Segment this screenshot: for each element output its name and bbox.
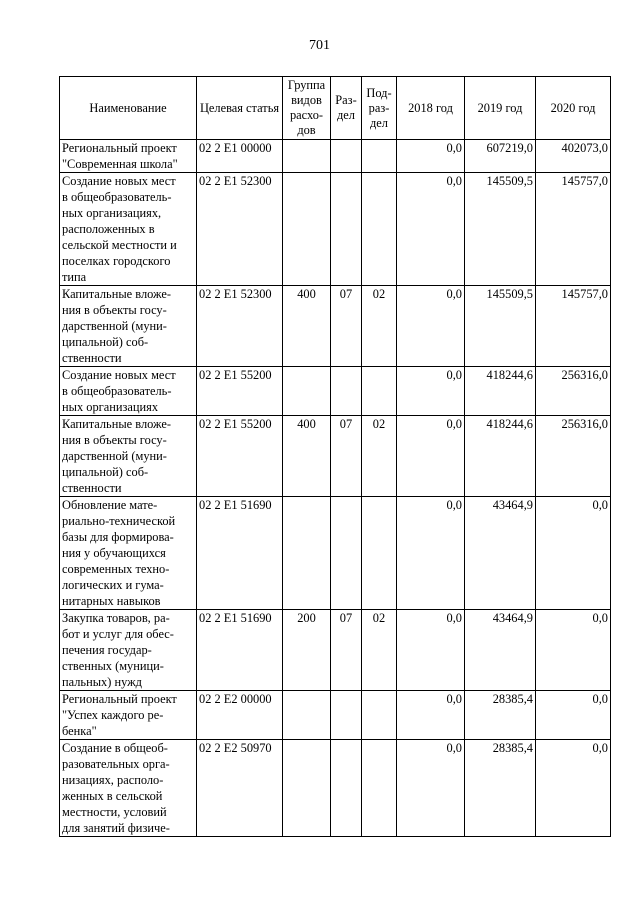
name-line: нитарных навыков <box>62 594 161 608</box>
table-row <box>60 286 611 367</box>
cell-2018: 0,0 <box>397 416 465 497</box>
cell-name <box>60 610 197 691</box>
name-line: Обновление мате- <box>62 498 158 512</box>
cell-subsection <box>362 740 397 837</box>
cell-2018: 0,0 <box>397 367 465 416</box>
cell-expense-group <box>283 140 331 173</box>
table-body <box>60 140 611 837</box>
cell-2019: 145509,5 <box>465 286 536 367</box>
cell-target: 02 2 E2 00000 <box>197 691 283 740</box>
table-row <box>60 610 611 691</box>
table-header-row <box>60 77 611 140</box>
cell-target: 02 2 E1 52300 <box>197 173 283 286</box>
cell-expense-group <box>283 497 331 610</box>
header-target: Целевая статья <box>197 77 283 140</box>
cell-name <box>60 140 197 173</box>
name-line: типа <box>62 270 87 284</box>
name-line: дарственной (муни- <box>62 319 167 333</box>
table-row <box>60 367 611 416</box>
name-line: в общеобразователь- <box>62 384 172 398</box>
table-row <box>60 416 611 497</box>
cell-2018: 0,0 <box>397 610 465 691</box>
table-row <box>60 497 611 610</box>
name-line: сельской местности и <box>62 238 177 252</box>
cell-2019: 28385,4 <box>465 691 536 740</box>
name-line: местности, условий <box>62 805 167 819</box>
cell-name <box>60 497 197 610</box>
cell-2019: 28385,4 <box>465 740 536 837</box>
cell-2018: 0,0 <box>397 173 465 286</box>
cell-expense-group <box>283 740 331 837</box>
name-line: бот и услуг для обес- <box>62 627 174 641</box>
cell-name <box>60 367 197 416</box>
header-section: Раз- дел <box>331 77 362 140</box>
cell-2020: 0,0 <box>536 740 611 837</box>
name-line: Капитальные вложе- <box>62 417 172 431</box>
cell-expense-group: 200 <box>283 610 331 691</box>
header-2019: 2019 год <box>465 77 536 140</box>
cell-expense-group <box>283 173 331 286</box>
name-line: Создание новых мест <box>62 174 176 188</box>
cell-section <box>331 740 362 837</box>
cell-subsection <box>362 140 397 173</box>
name-line: ственности <box>62 351 122 365</box>
name-line: Региональный проект <box>62 692 177 706</box>
name-line: расположенных в <box>62 222 155 236</box>
table-row <box>60 740 611 837</box>
name-line: ципальной) соб- <box>62 465 149 479</box>
cell-section <box>331 691 362 740</box>
cell-target: 02 2 E1 55200 <box>197 367 283 416</box>
name-line: ственных (муници- <box>62 659 164 673</box>
cell-2018: 0,0 <box>397 691 465 740</box>
cell-2018: 0,0 <box>397 140 465 173</box>
header-2020: 2020 год <box>536 77 611 140</box>
cell-2019: 607219,0 <box>465 140 536 173</box>
name-line: поселках городского <box>62 254 171 268</box>
name-line: в общеобразователь- <box>62 190 172 204</box>
name-line: печения государ- <box>62 643 152 657</box>
name-line: ния у обучающихся <box>62 546 166 560</box>
cell-name <box>60 740 197 837</box>
cell-subsection <box>362 367 397 416</box>
cell-name <box>60 286 197 367</box>
name-line: "Успех каждого ре- <box>62 708 164 722</box>
cell-target: 02 2 E2 50970 <box>197 740 283 837</box>
cell-2020: 145757,0 <box>536 173 611 286</box>
page-number: 701 <box>309 38 330 53</box>
name-line: низациях, располо- <box>62 773 164 787</box>
cell-2020: 256316,0 <box>536 416 611 497</box>
name-line: пальных) нужд <box>62 675 142 689</box>
cell-target: 02 2 E1 51690 <box>197 497 283 610</box>
cell-name <box>60 173 197 286</box>
name-line: ных организациях <box>62 400 159 414</box>
cell-section <box>331 367 362 416</box>
header-expense-group: Группа видов расхо- дов <box>283 77 331 140</box>
cell-name <box>60 691 197 740</box>
name-line: Региональный проект <box>62 141 177 155</box>
cell-2020: 145757,0 <box>536 286 611 367</box>
name-line: для занятий физиче- <box>62 821 170 835</box>
cell-target: 02 2 E1 52300 <box>197 286 283 367</box>
name-line: базы для формирова- <box>62 530 174 544</box>
name-line: логических и гума- <box>62 578 164 592</box>
name-line: женных в сельской <box>62 789 163 803</box>
cell-section: 07 <box>331 416 362 497</box>
cell-2019: 43464,9 <box>465 497 536 610</box>
name-line: риально-технической <box>62 514 176 528</box>
cell-2020: 0,0 <box>536 497 611 610</box>
cell-subsection: 02 <box>362 610 397 691</box>
cell-target: 02 2 E1 55200 <box>197 416 283 497</box>
cell-2019: 145509,5 <box>465 173 536 286</box>
name-line: ных организациях, <box>62 206 162 220</box>
cell-subsection <box>362 691 397 740</box>
cell-subsection: 02 <box>362 286 397 367</box>
cell-target: 02 2 E1 51690 <box>197 610 283 691</box>
cell-2019: 418244,6 <box>465 367 536 416</box>
cell-target: 02 2 E1 00000 <box>197 140 283 173</box>
name-line: дарственной (муни- <box>62 449 167 463</box>
name-line: "Современная школа" <box>62 157 178 171</box>
header-name: Наименование <box>60 77 197 140</box>
header-subsection: Под- раз- дел <box>362 77 397 140</box>
table-row <box>60 140 611 173</box>
name-line: современных техно- <box>62 562 170 576</box>
cell-2020: 256316,0 <box>536 367 611 416</box>
cell-expense-group: 400 <box>283 286 331 367</box>
name-line: ственности <box>62 481 122 495</box>
cell-expense-group: 400 <box>283 416 331 497</box>
header-2018: 2018 год <box>397 77 465 140</box>
cell-2018: 0,0 <box>397 286 465 367</box>
table-row <box>60 173 611 286</box>
name-line: ния в объекты госу- <box>62 433 167 447</box>
table-row <box>60 691 611 740</box>
cell-subsection <box>362 497 397 610</box>
name-line: Создание в общеоб- <box>62 741 168 755</box>
cell-section <box>331 140 362 173</box>
cell-2018: 0,0 <box>397 497 465 610</box>
cell-subsection <box>362 173 397 286</box>
cell-name <box>60 416 197 497</box>
name-line: ния в объекты госу- <box>62 303 167 317</box>
cell-2020: 402073,0 <box>536 140 611 173</box>
cell-section: 07 <box>331 286 362 367</box>
cell-expense-group <box>283 367 331 416</box>
cell-2019: 418244,6 <box>465 416 536 497</box>
cell-section <box>331 497 362 610</box>
name-line: Капитальные вложе- <box>62 287 172 301</box>
cell-2018: 0,0 <box>397 740 465 837</box>
cell-expense-group <box>283 691 331 740</box>
name-line: ципальной) соб- <box>62 335 149 349</box>
cell-subsection: 02 <box>362 416 397 497</box>
budget-table <box>59 76 611 837</box>
cell-section <box>331 173 362 286</box>
cell-2020: 0,0 <box>536 691 611 740</box>
cell-2019: 43464,9 <box>465 610 536 691</box>
name-line: Создание новых мест <box>62 368 176 382</box>
cell-section: 07 <box>331 610 362 691</box>
cell-2020: 0,0 <box>536 610 611 691</box>
name-line: разовательных орга- <box>62 757 170 771</box>
name-line: Закупка товаров, ра- <box>62 611 170 625</box>
name-line: бенка" <box>62 724 97 738</box>
